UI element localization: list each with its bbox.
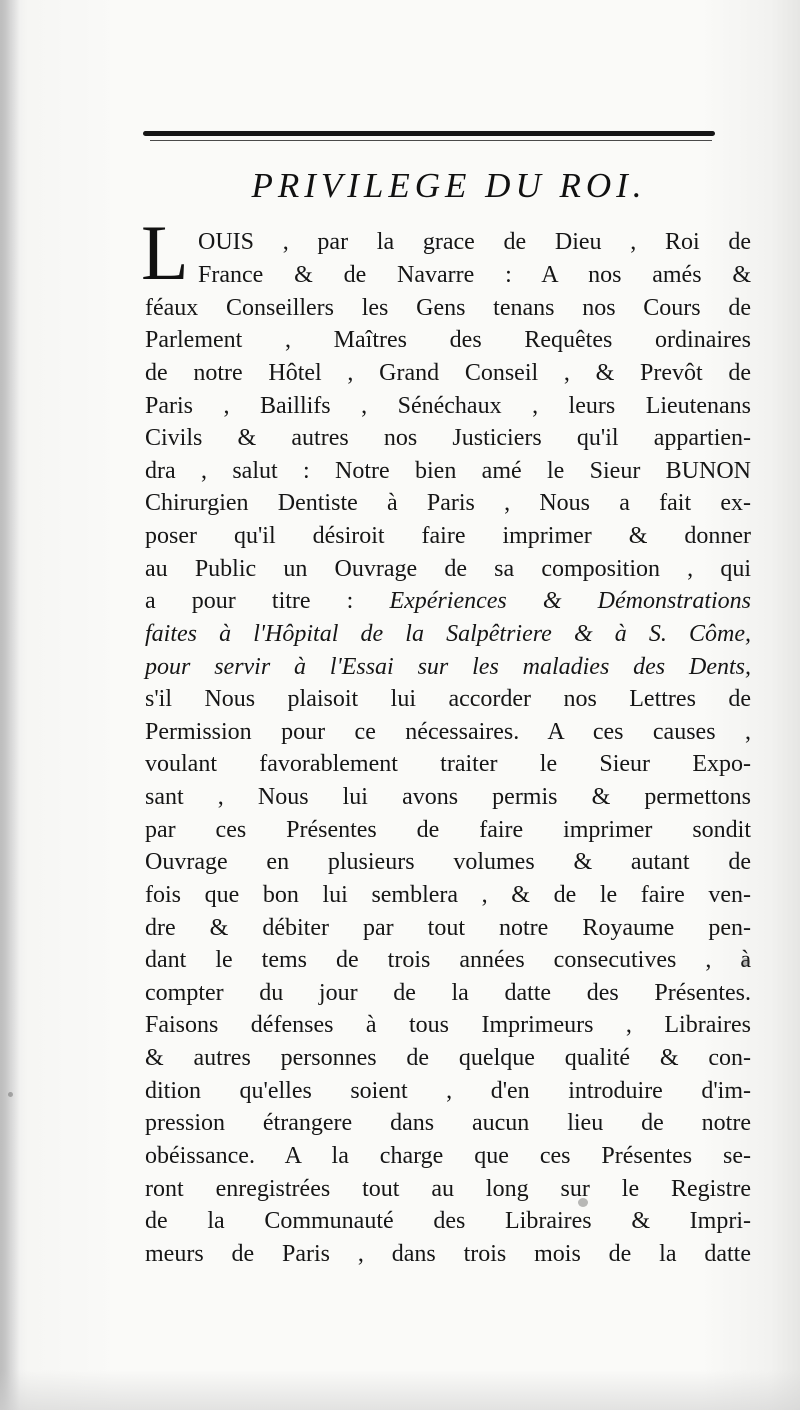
text-line: compter du jour de la datte des Présentes.: [145, 980, 751, 1006]
text-line: Civils & autres nos Justiciers qu'il appartien-: [145, 425, 751, 451]
text-line: féaux Conseillers les Gens tenans nos Cours de: [145, 295, 751, 321]
text-line: Parlement , Maîtres des Requêtes ordinaires: [145, 327, 751, 353]
text-line: OUIS , par la grace de Dieu , Roi de: [198, 229, 751, 255]
header-rule-thin: [150, 140, 712, 141]
drop-cap: L: [141, 209, 189, 296]
text-line: meurs de Paris , dans trois mois de la datte: [145, 1241, 751, 1267]
text-line: de la Communauté des Libraires & Impri-: [145, 1208, 751, 1234]
text-line: au Public un Ouvrage de sa composition , qui: [145, 556, 751, 582]
text-line: poser qu'il désiroit faire imprimer & donner: [145, 523, 751, 549]
spine-shadow: [0, 0, 20, 1410]
text-line: Faisons défenses à tous Imprimeurs , Libraires: [145, 1012, 751, 1038]
text-line: Paris , Baillifs , Sénéchaux , leurs Lieutenans: [145, 393, 751, 419]
text-line: dition qu'elles soient , d'en introduire d'im-: [145, 1078, 751, 1104]
text-line: pression étrangere dans aucun lieu de notre: [145, 1110, 751, 1136]
ink-speck: [8, 1092, 13, 1097]
text-line: dra , salut : Notre bien amé le Sieur BUNON: [145, 458, 751, 484]
text-line-italic: faites à l'Hôpital de la Salpêtriere & à S. Côme,: [145, 621, 751, 647]
ink-smudge: [578, 1198, 588, 1207]
text-line: ront enregistrées tout au long sur le Registre: [145, 1176, 751, 1202]
page-bottom-shade: [0, 1370, 800, 1410]
page-title: PRIVILEGE DU ROI.: [251, 166, 647, 205]
text-line-italic: Expériences & Démonstrations: [389, 588, 751, 614]
ink-smudge: [742, 958, 750, 966]
text-line: dre & débiter par tout notre Royaume pen-: [145, 915, 751, 941]
text-line-plain: a pour titre :: [145, 588, 390, 614]
text-line-italic: pour servir à l'Essai sur les maladies des Dents,: [145, 654, 751, 680]
text-line: obéissance. A la charge que ces Présentes se-: [145, 1143, 751, 1169]
text-line: fois que bon lui semblera , & de le faire ven-: [145, 882, 751, 908]
text-line: voulant favorablement traiter le Sieur Expo-: [145, 751, 751, 777]
text-line: de notre Hôtel , Grand Conseil , & Prevôt de: [145, 360, 751, 386]
header-rule: [143, 131, 715, 136]
text-line: Chirurgien Dentiste à Paris , Nous a fait ex-: [145, 490, 751, 516]
text-line: Ouvrage en plusieurs volumes & autant de: [145, 849, 751, 875]
text-line: France & de Navarre : A nos amés &: [198, 262, 751, 288]
text-line: par ces Présentes de faire imprimer sondit: [145, 817, 751, 843]
text-line: s'il Nous plaisoit lui accorder nos Lettres de: [145, 686, 751, 712]
text-line-mixed: [145, 585, 751, 618]
text-line: sant , Nous lui avons permis & permettons: [145, 784, 751, 810]
text-line: & autres personnes de quelque qualité & con-: [145, 1045, 751, 1071]
text-line: Permission pour ce nécessaires. A ces causes ,: [145, 719, 751, 745]
text-line: dant le tems de trois années consecutives , à: [145, 947, 751, 973]
